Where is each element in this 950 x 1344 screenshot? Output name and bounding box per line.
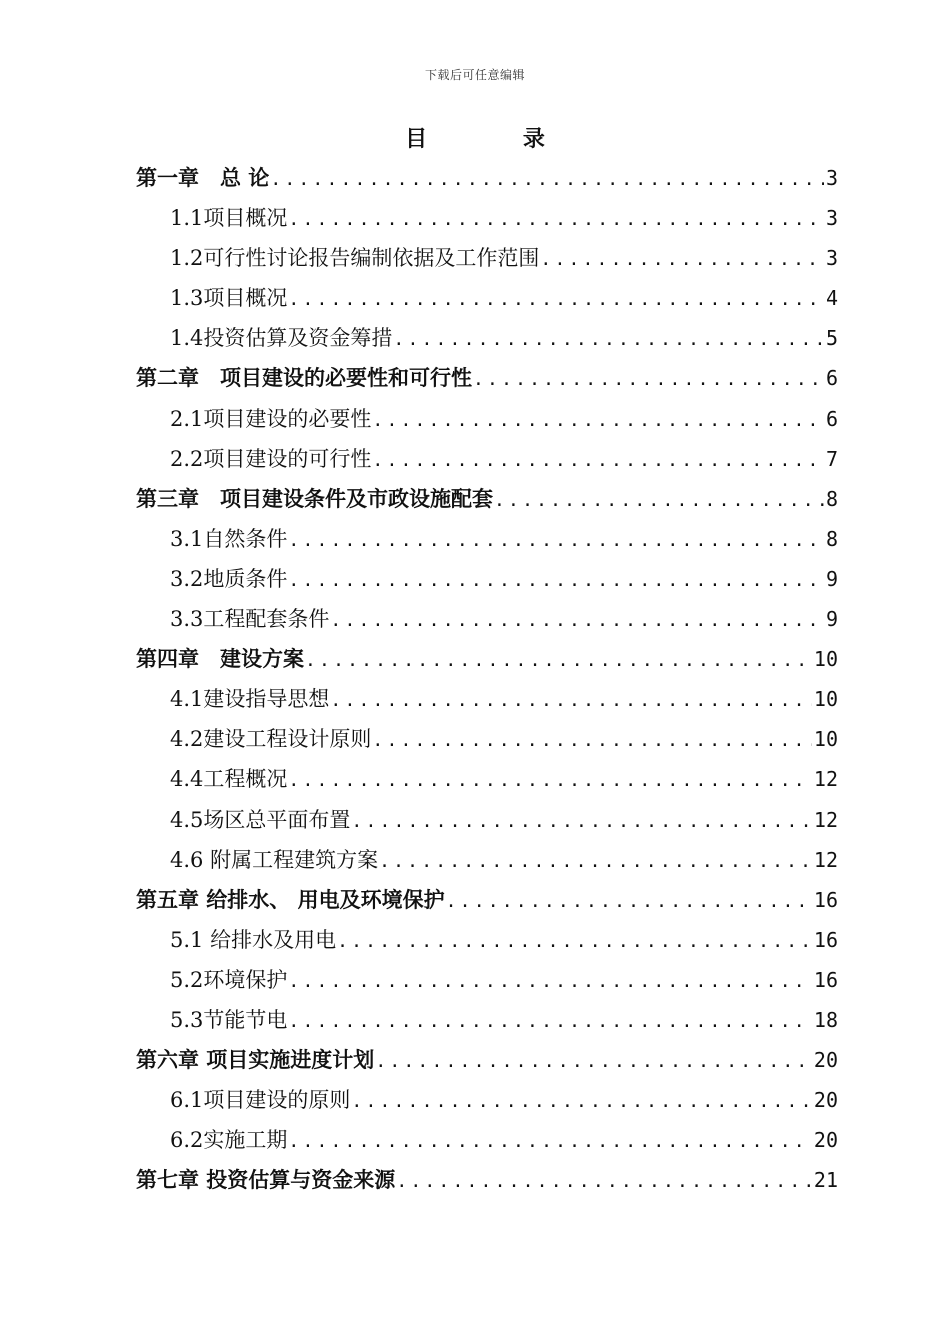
toc-page-number: 10: [813, 647, 838, 672]
toc-page-number: 4: [825, 286, 838, 311]
dot-leader: [288, 200, 824, 240]
dot-leader: [393, 320, 824, 360]
toc-entry-section-6-2[interactable]: [136, 1120, 838, 1160]
toc-page-number: 6: [825, 406, 838, 431]
toc-entry-section-3-1[interactable]: [136, 519, 838, 559]
toc-entry-text: 4.6 附属工程建筑方案: [170, 847, 379, 872]
dot-leader: [372, 721, 812, 761]
dot-leader: [494, 481, 824, 521]
toc-page-number: 20: [813, 1088, 838, 1113]
toc-entry-chapter-5[interactable]: [136, 880, 838, 920]
toc-entry-section-4-4[interactable]: [136, 759, 838, 799]
toc-entry-text: 4.4工程概况: [170, 767, 288, 792]
dot-leader: [337, 922, 812, 962]
toc-entry-chapter-2[interactable]: [136, 358, 838, 398]
toc-entry-text: 1.1项目概况: [170, 206, 288, 231]
toc-entry-text: 第三章 项目建设条件及市政设施配套: [136, 485, 493, 511]
dot-leader: [288, 280, 824, 320]
toc-page-number: 3: [825, 246, 838, 271]
toc-page-number: 8: [825, 486, 838, 511]
toc-page-number: 9: [825, 566, 838, 591]
dot-leader: [288, 962, 812, 1002]
dot-leader: [288, 1002, 812, 1042]
toc-entry-section-2-1[interactable]: [136, 399, 838, 439]
toc-entry-text: 3.3工程配套条件: [170, 607, 330, 632]
toc-page-number: 20: [813, 1048, 838, 1073]
toc-entry-chapter-4[interactable]: [136, 639, 838, 679]
toc-entry-section-3-2[interactable]: [136, 559, 838, 599]
toc-entry-section-4-2[interactable]: [136, 719, 838, 759]
dot-leader: [288, 1122, 812, 1162]
toc-page-number: 3: [825, 166, 838, 190]
toc-entry-text: 第六章 项目实施进度计划: [136, 1047, 375, 1073]
toc-entry-text: 1.4投资估算及资金筹措: [170, 326, 393, 351]
toc-entry-text: 5.2环境保护: [170, 967, 288, 992]
toc-entry-section-4-1[interactable]: [136, 679, 838, 719]
toc-entry-section-5-1[interactable]: [136, 920, 838, 960]
toc-page-number: 12: [813, 847, 838, 872]
toc-page-number: 12: [813, 767, 838, 792]
toc-entry-text: 2.2项目建设的可行性: [170, 446, 372, 471]
toc-entry-text: 6.2实施工期: [170, 1128, 288, 1153]
toc-entry-text: 1.3项目概况: [170, 286, 288, 311]
toc-entry-text: 第七章 投资估算与资金来源: [136, 1167, 396, 1193]
toc-page-number: 9: [825, 607, 838, 632]
toc-entry-text: 第四章 建设方案: [136, 646, 304, 672]
toc-entry-chapter-6[interactable]: [136, 1040, 838, 1080]
toc-entry-text: 5.1 给排水及用电: [170, 927, 337, 952]
toc-entry-chapter-7[interactable]: [136, 1160, 838, 1200]
page-header-note: 下载后可任意编辑: [424, 68, 525, 82]
toc-entry-text: 第五章 给排水、 用电及环境保护: [136, 886, 445, 912]
toc-page-number: 16: [813, 887, 838, 912]
toc-entry-text: 6.1项目建设的原则: [170, 1088, 351, 1113]
toc-entry-text: 2.1项目建设的必要性: [170, 406, 372, 431]
toc-page-number: 6: [825, 366, 838, 391]
toc-entry-section-4-5[interactable]: [136, 800, 838, 840]
toc-entry-section-1-3[interactable]: [136, 278, 838, 318]
toc-entry-section-1-4[interactable]: [136, 318, 838, 358]
toc-entry-chapter-1[interactable]: [136, 158, 838, 198]
toc-page-number: 7: [825, 446, 838, 471]
toc-page-number: 10: [813, 727, 838, 752]
toc-entry-text: 第二章 项目建设的必要性和可行性: [136, 365, 472, 391]
toc-entry-section-1-2[interactable]: [136, 238, 838, 278]
dot-leader: [375, 1042, 812, 1082]
toc-page-number: 16: [813, 967, 838, 992]
dot-leader: [305, 641, 812, 681]
toc-page-number: 12: [813, 807, 838, 832]
dot-leader: [351, 802, 812, 842]
toc-entry-chapter-3[interactable]: [136, 479, 838, 519]
dot-leader: [540, 240, 824, 280]
dot-leader: [473, 360, 824, 400]
table-of-contents: [136, 158, 838, 1200]
toc-page-number: 10: [813, 687, 838, 712]
toc-page-number: 20: [813, 1128, 838, 1153]
dot-leader: [379, 842, 812, 882]
dot-leader: [446, 882, 812, 922]
toc-entry-text: 4.2建设工程设计原则: [170, 727, 372, 752]
toc-entry-text: 3.2地质条件: [170, 566, 288, 591]
dot-leader: [288, 521, 824, 561]
toc-entry-text: 1.2可行性讨论报告编制依据及工作范围: [170, 246, 540, 271]
toc-entry-section-3-3[interactable]: [136, 599, 838, 639]
toc-page-number: 5: [825, 326, 838, 351]
toc-entry-text: 5.3节能节电: [170, 1007, 288, 1032]
dot-leader: [372, 441, 824, 481]
dot-leader: [288, 761, 812, 801]
toc-entry-section-4-6[interactable]: [136, 840, 838, 880]
toc-entry-text: 第一章 总 论: [136, 165, 270, 190]
toc-entry-section-1-1[interactable]: [136, 198, 838, 238]
toc-page-number: 21: [813, 1168, 838, 1193]
dot-leader: [330, 601, 824, 641]
dot-leader: [372, 401, 824, 441]
toc-entry-section-5-3[interactable]: [136, 1000, 838, 1040]
toc-entry-text: 4.1建设指导思想: [170, 687, 330, 712]
dot-leader: [330, 681, 812, 721]
toc-page-number: 8: [825, 526, 838, 551]
toc-entry-text: 3.1自然条件: [170, 526, 288, 551]
toc-entry-section-5-2[interactable]: [136, 960, 838, 1000]
toc-page-number: 18: [813, 1007, 838, 1032]
toc-entry-text: 4.5场区总平面布置: [170, 807, 351, 832]
dot-leader: [270, 160, 824, 200]
toc-page-number: 16: [813, 927, 838, 952]
toc-title: 目 录: [405, 126, 589, 152]
dot-leader: [288, 561, 824, 601]
toc-page-number: 3: [825, 206, 838, 231]
toc-entry-section-6-1[interactable]: [136, 1080, 838, 1120]
dot-leader: [396, 1162, 812, 1202]
toc-entry-section-2-2[interactable]: [136, 439, 838, 479]
dot-leader: [351, 1082, 812, 1122]
